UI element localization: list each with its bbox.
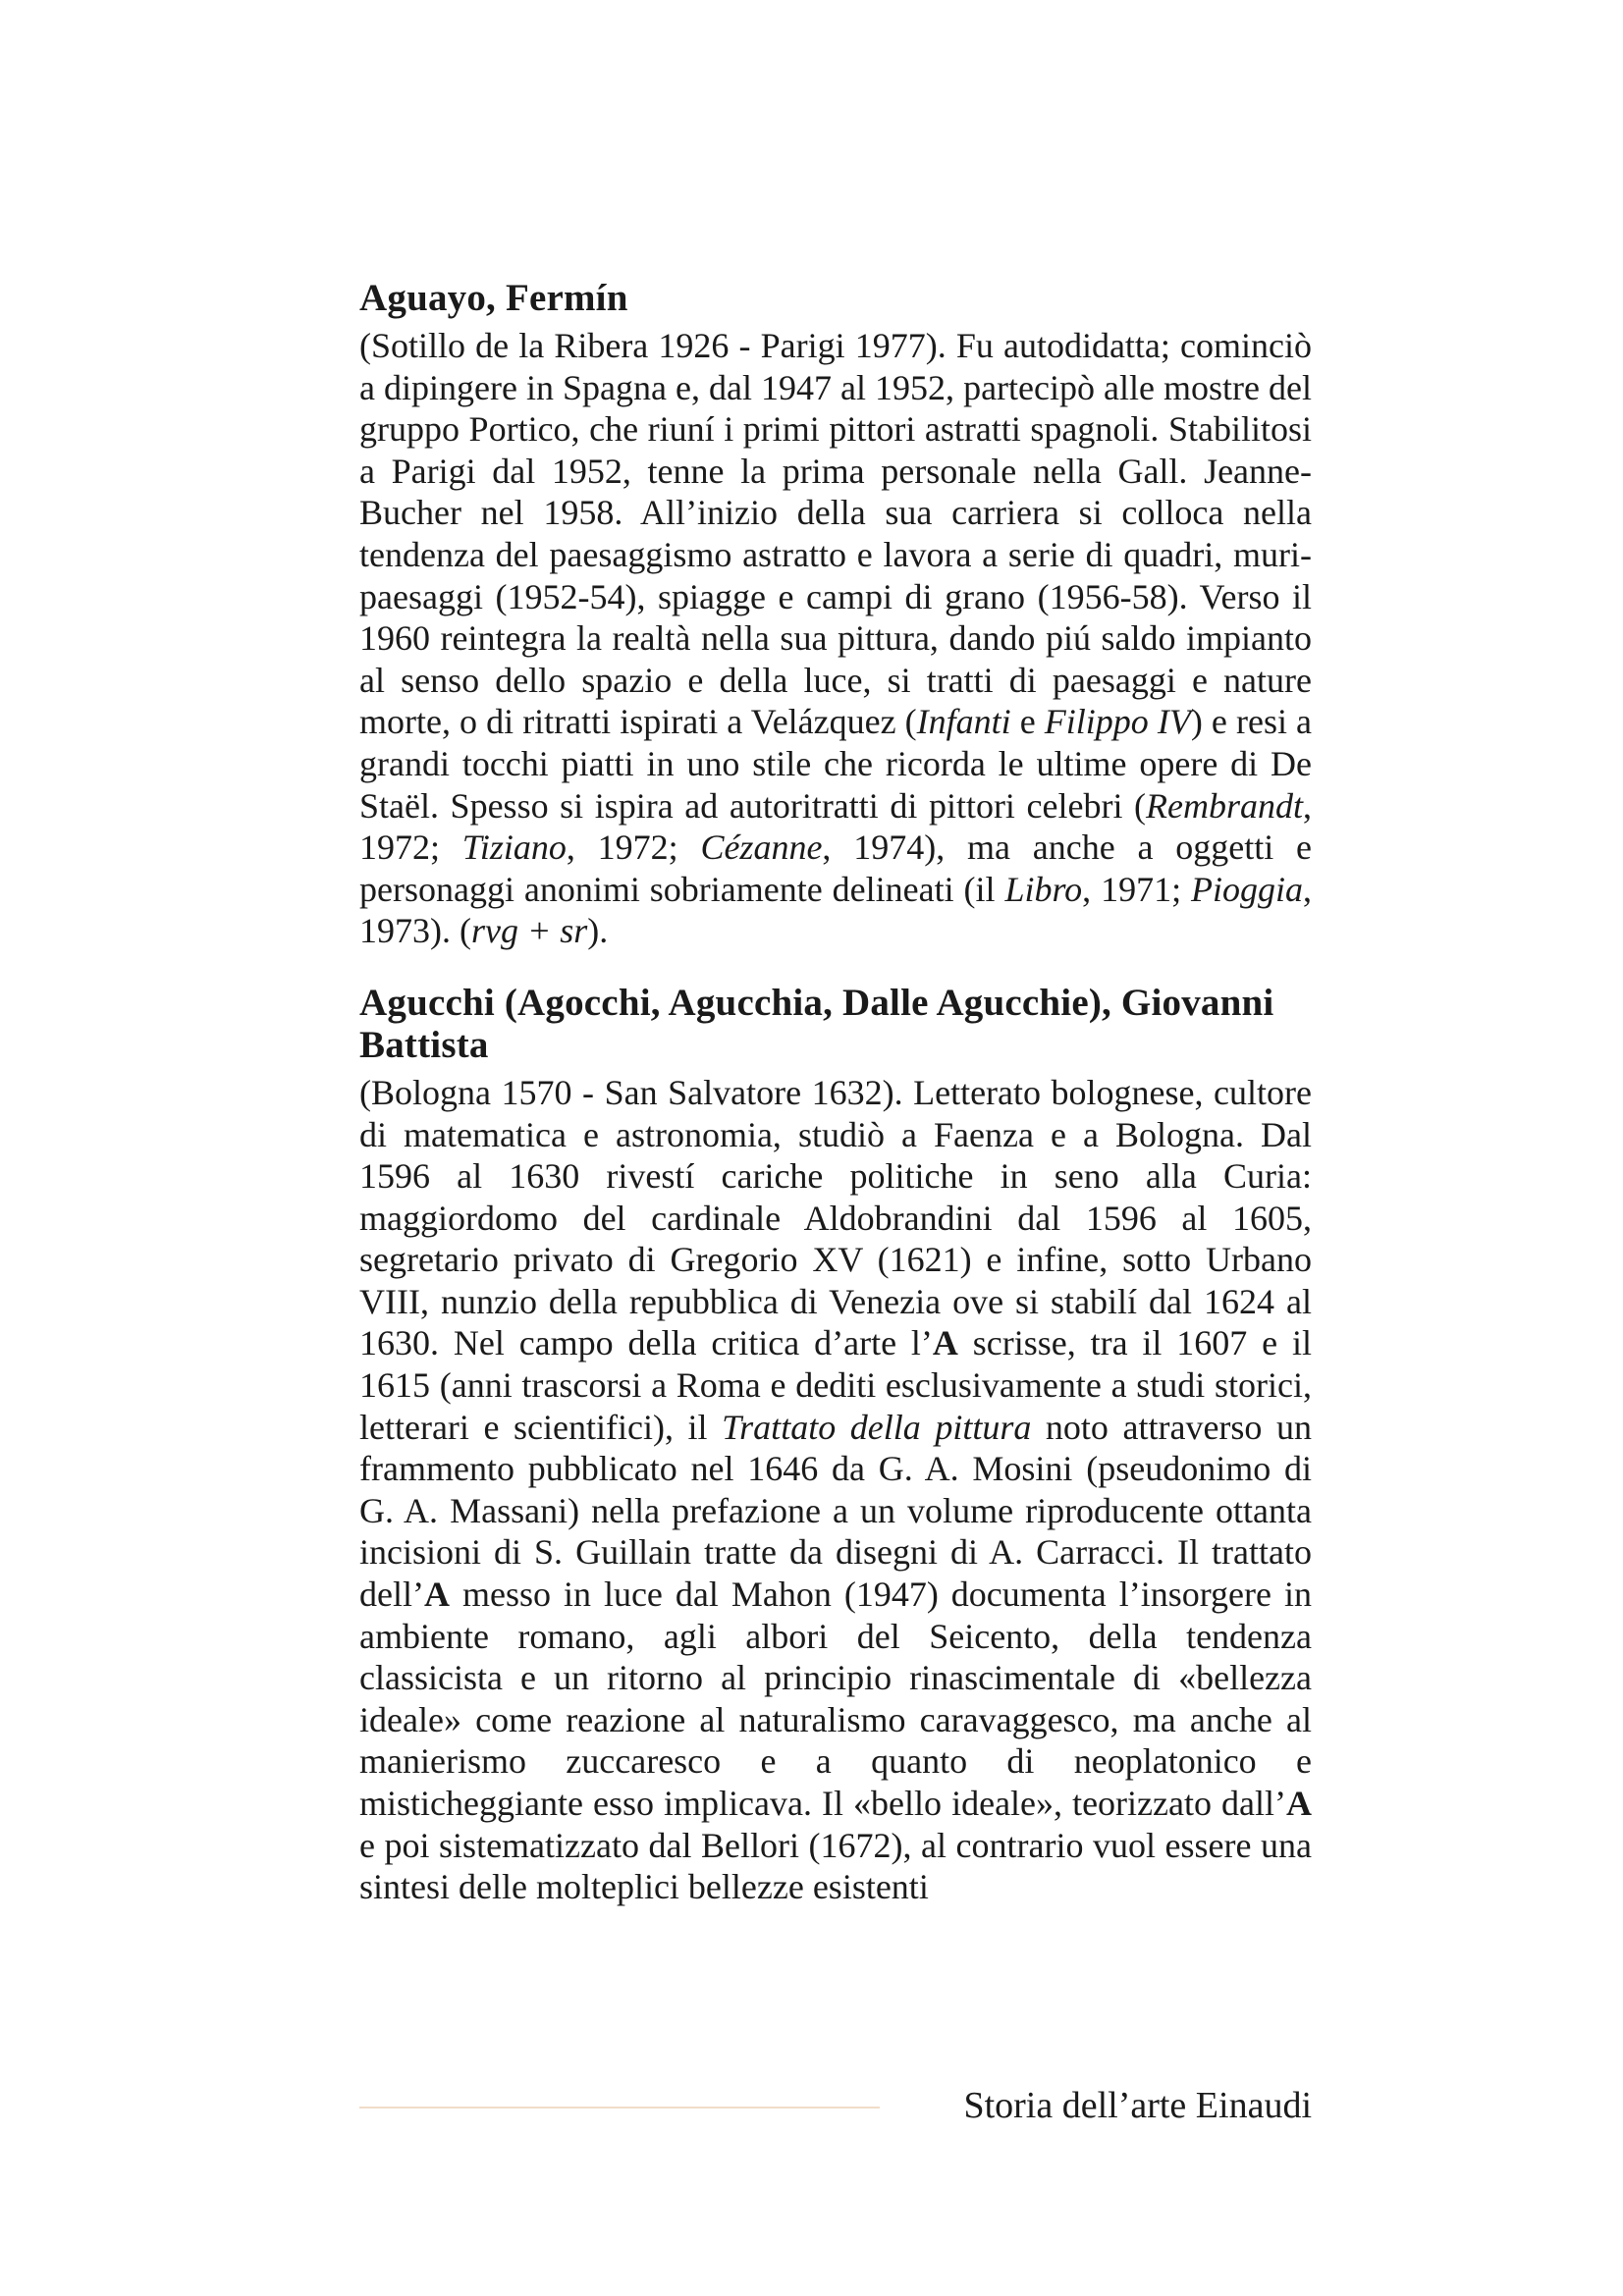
body-text: , 1972; <box>566 828 701 868</box>
body-text: (Sotillo de la Ribera 1926 - Parigi 1977). Fu autodidatta; cominciò a dipingere in Spagna e, dal 1947 al 1952, partecipò alle mostre del gruppo Portico, che riuní i primi pittori astratti spagnoli. Stabilitosi a Parigi dal 1952, tenne la prima personale nella Gall. Jeanne-Bucher nel 1958. All’inizio della sua carriera si colloca nella tendenza del paesaggismo astratto e lavora a serie di quadri, muri-paesaggi (1952-54), spiagge e campi di grano (1956-58). Verso il 1960 reintegra la realtà nella sua pittura, dando piú saldo impianto al senso dello spazio e della luce, si tratti di paesaggi e nature morte, o di ritratti ispirati a Velázquez ( <box>359 326 1312 742</box>
italic-text: Cézanne <box>700 828 823 868</box>
body-text: scrisse, tra il 1607 e il 1615 (anni trascorsi a Roma e dediti esclusivamente a studi storici, letterari e scientifici), il <box>359 1323 1312 1447</box>
entry-title: Agucchi (Agocchi, Agucchia, Dalle Agucchie), Giovanni Battista <box>359 981 1274 1066</box>
entry-body <box>359 325 1312 952</box>
body-text: ). <box>587 911 609 951</box>
body-text: e <box>1010 702 1045 742</box>
body-text: e poi sistematizzato dal Bellori (1672), al contrario vuol essere una sintesi delle molteplici bellezze esistenti <box>359 1825 1312 1907</box>
italic-text: Libro <box>1004 869 1083 909</box>
italic-text: Pioggia <box>1191 869 1303 909</box>
italic-text: rvg + sr <box>470 911 588 951</box>
body-text: ) e resi a grandi tocchi piatti in uno stile che ricorda le ultime opere di De Staël. Spesso si ispira ad autoritratti di pittori celebri ( <box>359 702 1313 826</box>
italic-text: Rembrandt <box>1146 785 1303 826</box>
body-text: messo in luce dal Mahon (1947) documenta l’insorgere in ambiente romano, agli albori del Seicento, della tendenza classicista e un ritorno al principio rinascimentale di «bellezza ideale» come reazione al naturalismo caravaggesco, ma anche al manierismo zuccaresco e a quanto di neoplatonico e misticheggiante esso implicava. Il «bello ideale», teorizzato dall’ <box>359 1575 1312 1823</box>
page-content <box>359 277 1312 1908</box>
entry-body <box>359 1072 1312 1908</box>
body-text: noto attraverso un frammento pubblicato nel 1646 da G. A. Mosini (pseudonimo di G. A. Massani) nella prefazione a un volume riproducente ottanta incisioni di S. Guillain tratte da disegni di A. Carracci. Il trattato dell’ <box>359 1407 1312 1615</box>
footer-rule <box>359 2107 880 2109</box>
entry-agucchi <box>359 982 1312 1908</box>
entry-title: Aguayo, Fermín <box>359 277 628 319</box>
footer-publisher: Storia dell’arte Einaudi <box>963 2085 1312 2126</box>
entry-aguayo <box>359 277 1312 952</box>
body-text: (Bologna 1570 - San Salvatore 1632). Letterato bolognese, cultore di matematica e astronomia, studiò a Faenza e a Bologna. Dal 1596 al 1630 rivestí cariche politiche in seno alla Curia: maggiordomo del cardinale Aldobrandini dal 1596 al 1605, segretario privato di Gregorio XV (1621) e infine, sotto Urbano VIII, nunzio della repubblica di Venezia ove si stabilí dal 1624 al 1630. Nel campo della critica d’arte l’ <box>359 1072 1312 1363</box>
bold-text: A <box>1286 1784 1312 1823</box>
page-footer <box>359 2081 1312 2130</box>
bold-text: A <box>423 1575 450 1615</box>
italic-text: Filippo IV <box>1044 702 1191 742</box>
italic-text: Tiziano <box>461 828 567 868</box>
body-text: , 1972; <box>359 785 1312 868</box>
body-text: , 1974), ma anche a oggetti e personaggi anonimi sobriamente delineati (il <box>359 828 1312 909</box>
italic-text: Trattato della pittura <box>722 1407 1032 1447</box>
italic-text: Infanti <box>916 702 1011 742</box>
body-text: , 1971; <box>1082 869 1191 909</box>
body-text: , 1973). ( <box>359 869 1312 951</box>
bold-text: A <box>932 1323 958 1363</box>
